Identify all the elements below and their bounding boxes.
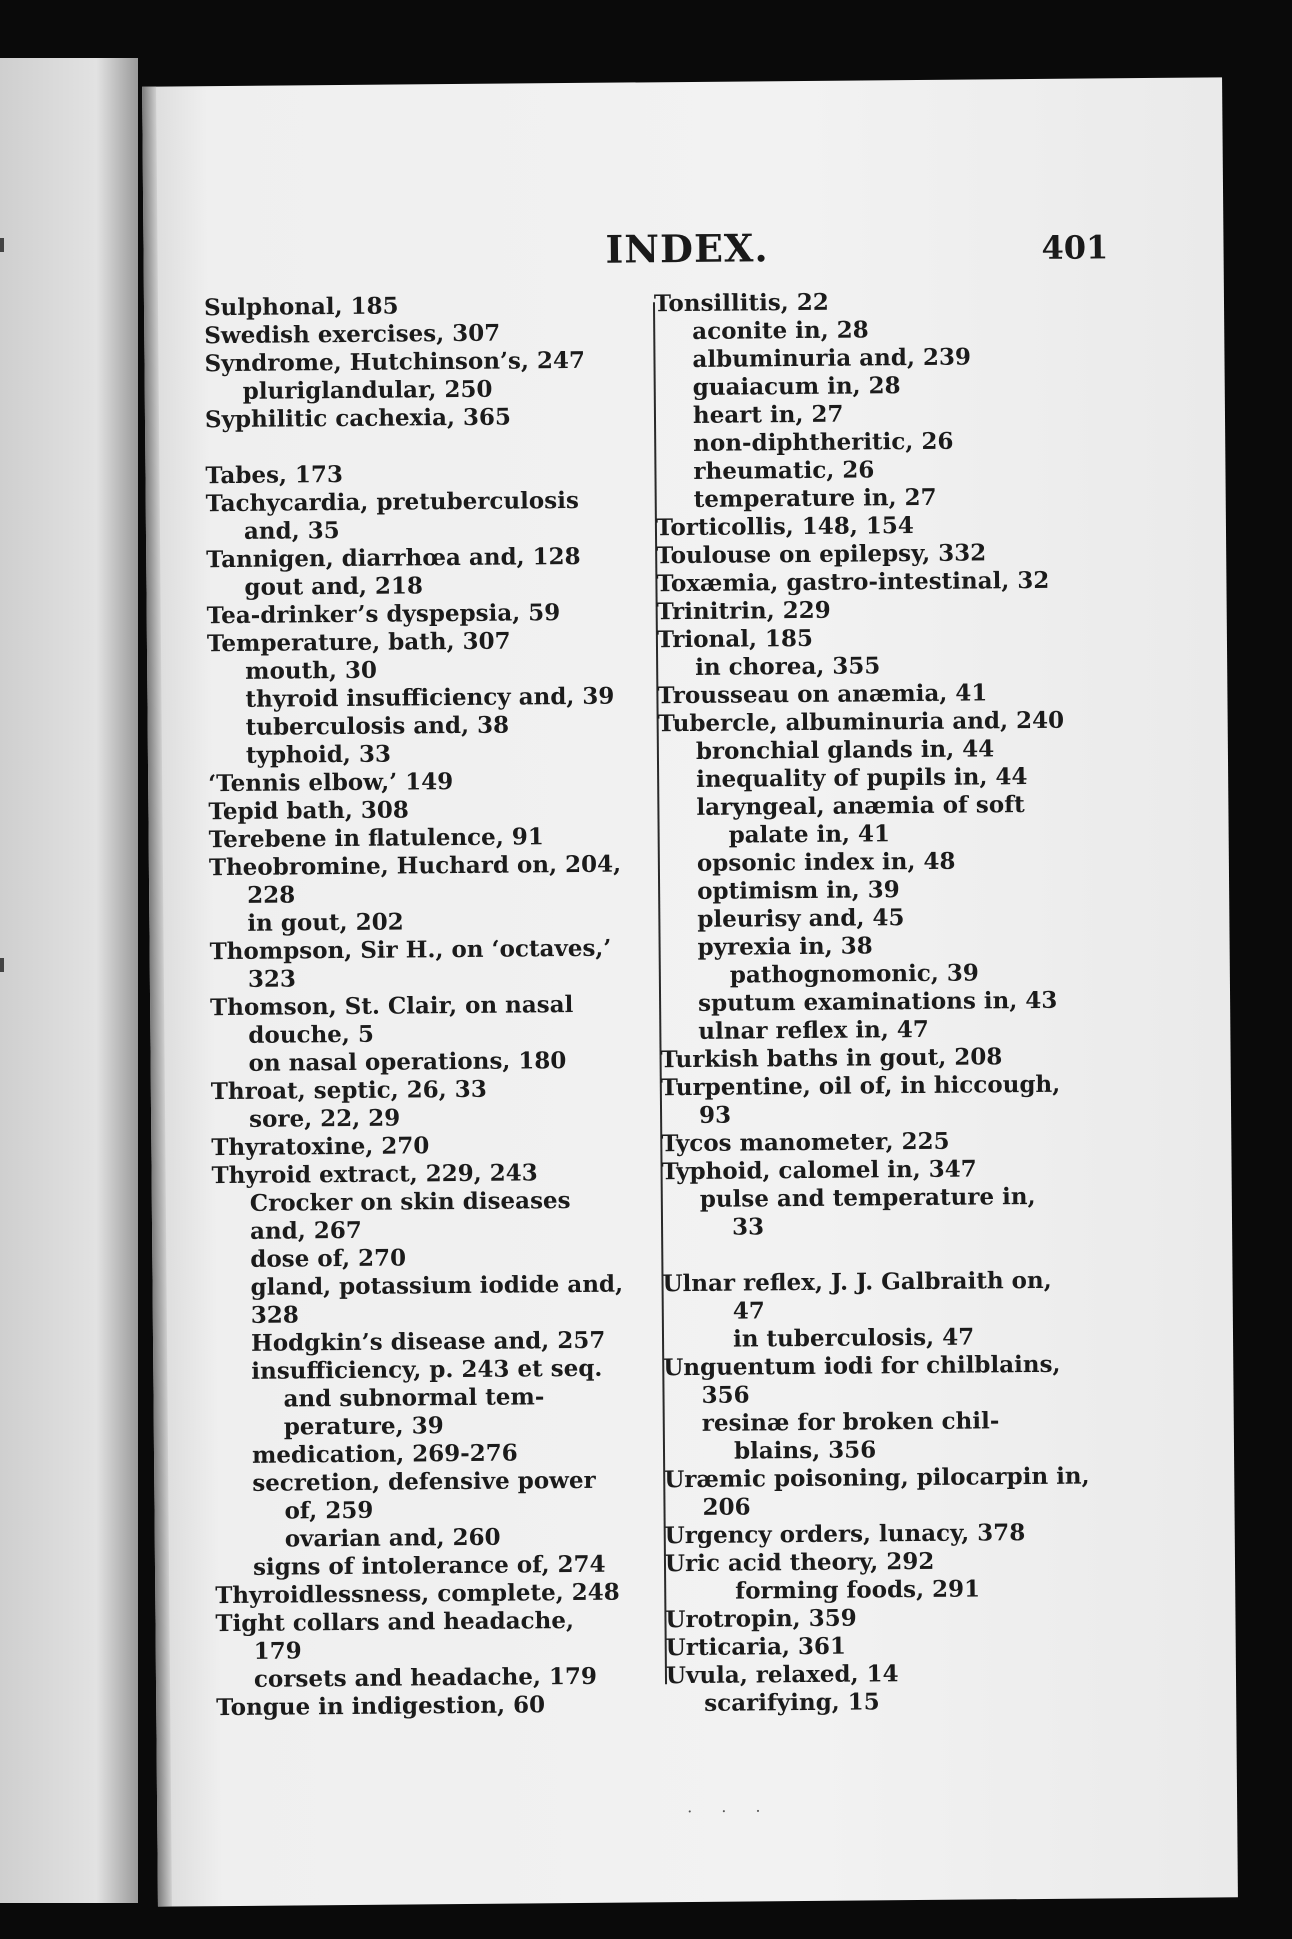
index-column-right [654,286,1156,1718]
index-entry: Sulphonal, 185 [203,292,399,322]
index-entry: Torticollis, 148, 154 [655,512,914,542]
index-entry: rheumatic, 26 [693,456,875,485]
index-entry: Unguentum iodi for chilblains, [663,1350,1061,1382]
index-entry: Theobromine, Huchard on, 204, [208,850,622,882]
index-entry: dose of, 270 [250,1244,407,1273]
index-entry: tuberculosis and, 38 [245,711,510,741]
index-entry: in tuberculosis, 47 [732,1323,975,1353]
index-entry: pulse and temperature in, [699,1182,1036,1213]
index-entry: perature, 39 [283,1412,444,1441]
index-entry: Ulnar reflex, J. J. Galbraith on, [662,1266,1052,1298]
index-entry: 323 [247,965,297,993]
page-number: 401 [1041,228,1109,267]
index-entry: on nasal operations, 180 [248,1047,567,1077]
index-entry: temperature in, 27 [693,483,937,513]
index-entry: in gout, 202 [247,908,404,937]
index-entry: 33 [731,1213,765,1241]
index-entry: Tonsillitis, 22 [653,288,829,318]
index-entry: Uric acid theory, 292 [664,1547,935,1578]
index-entry: non-diphtheritic, 26 [693,427,954,457]
index-entry: pyrexia in, 38 [697,932,873,961]
index-entry: Tabes, 173 [205,461,344,490]
index-entry: Tycos manometer, 225 [661,1127,950,1158]
index-entry: 206 [702,1493,751,1521]
page-title: INDEX. [605,225,769,272]
index-entry: bronchial glands in, 44 [695,735,995,765]
index-entry: gout and, 218 [244,572,424,601]
index-entry: opsonic index in, 48 [696,847,956,877]
index-entry: corsets and headache, 179 [253,1662,598,1693]
index-entry: Tepid bath, 308 [208,796,409,826]
index-entry: Trinitrin, 229 [656,596,831,626]
index-entry: Syphilitic cachexia, 365 [204,403,512,434]
index-entry: Trional, 185 [656,624,814,654]
index-entry: aconite in, 28 [692,316,869,345]
scan-mark [0,958,4,972]
index-entry: 356 [701,1381,750,1409]
index-entry: Throat, septic, 26, 33 [210,1075,487,1106]
scan-artifact: · · · [687,1801,773,1822]
index-entry: in chorea, 355 [695,652,881,681]
book-page [142,77,1238,1906]
index-entry: douche, 5 [248,1020,375,1049]
index-entry: Turpentine, oil of, in hiccough, [660,1070,1061,1102]
index-entry: Crocker on skin diseases [249,1187,571,1217]
index-entry: mouth, 30 [245,656,378,685]
index-entry: Terebene in flatulence, 91 [208,823,544,854]
index-entry: and subnormal tem- [283,1383,545,1413]
index-entry: insufficiency, p. 243 et seq. [251,1354,603,1385]
index-entry: and, 267 [249,1216,362,1245]
index-entry: thyroid insufficiency and, 39 [245,682,615,713]
adjacent-page-edge [0,58,138,1903]
index-entry: pleurisy and, 45 [697,904,905,933]
index-entry: inequality of pupils in, 44 [696,763,1028,793]
index-entry: of, 259 [284,1496,374,1525]
index-entry: Tachycardia, pretuberculosis [205,486,579,518]
index-entry: signs of intolerance of, 274 [252,1550,606,1581]
index-entry: Thyroidlessness, complete, 248 [215,1578,620,1610]
index-entry: and, 35 [243,517,340,545]
index-entry: 47 [732,1297,765,1325]
index-entry: pathognomonic, 39 [729,959,979,989]
index-entry: typhoid, 33 [245,740,392,769]
index-entry: Urgency orders, lunacy, 378 [664,1519,1026,1550]
index-entry: Urticaria, 361 [665,1632,847,1662]
index-entry: Swedish exercises, 307 [204,319,501,350]
index-entry: Tubercle, albuminuria and, 240 [657,706,1065,738]
index-entry: 179 [253,1637,302,1665]
index-entry: Hodgkin’s disease and, 257 [250,1326,606,1357]
index-entry: Thomson, St. Clair, on nasal [210,991,574,1022]
index-entry: Thyroid extract, 229, 243 [211,1159,538,1190]
index-entry: 328 [250,1301,299,1329]
index-entry: Tannigen, diarrhœa and, 128 [206,542,581,574]
index-entry: Tea-drinker’s dyspepsia, 59 [206,599,561,630]
index-entry: albuminuria and, 239 [692,343,972,373]
index-entry: resinæ for broken chil- [701,1407,1000,1437]
index-entry: ovarian and, 260 [284,1523,501,1553]
page-gutter [142,87,172,1907]
index-entry: Thompson, Sir H., on ‘octaves,’ [209,934,612,966]
index-entry: optimism in, 39 [697,876,900,905]
index-entry: medication, 269-276 [251,1439,518,1469]
index-entry: ulnar reflex in, 47 [698,1015,929,1045]
index-entry: secretion, defensive power [252,1466,596,1497]
index-entry: Trousseau on anæmia, 41 [657,679,988,710]
index-entry: Turkish baths in gout, 208 [660,1043,1003,1074]
index-entry: Uvula, relaxed, 14 [665,1660,899,1690]
index-entry: heart in, 27 [692,400,844,429]
index-entry: scarifying, 15 [704,1688,880,1717]
index-entry: Thyratoxine, 270 [211,1132,430,1162]
index-entry: Toulouse on epilepsy, 332 [656,539,987,570]
index-entry: 228 [247,881,296,909]
index-entry: Tight collars and headache, [215,1607,575,1638]
index-entry: 93 [698,1101,732,1129]
index-entry: Temperature, bath, 307 [206,627,511,658]
index-entry: blains, 356 [733,1436,877,1465]
index-entry: Toxæmia, gastro-intestinal, 32 [656,566,1050,598]
index-entry: Syndrome, Hutchinson’s, 247 [204,346,586,378]
index-entry: guaiacum in, 28 [692,372,901,401]
index-entry: gland, potassium iodide and, [250,1270,624,1301]
index-entry: forming foods, 291 [735,1575,981,1605]
index-column-left [204,290,686,1722]
index-entry: Urotropin, 359 [665,1604,857,1634]
index-entry: Tongue in indigestion, 60 [216,1691,546,1722]
index-entry: Typhoid, calomel in, 347 [661,1155,977,1186]
index-entry: laryngeal, anæmia of soft [696,791,1025,821]
index-entry: sputum examinations in, 43 [697,986,1058,1017]
scan-mark [0,238,4,252]
index-entry: pluriglandular, 250 [242,375,493,405]
index-entry: ‘Tennis elbow,’ 149 [208,768,454,798]
index-entry: Uræmic poisoning, pilocarpin in, [664,1462,1090,1494]
index-entry: sore, 22, 29 [248,1104,401,1133]
index-entry: palate in, 41 [728,820,891,849]
